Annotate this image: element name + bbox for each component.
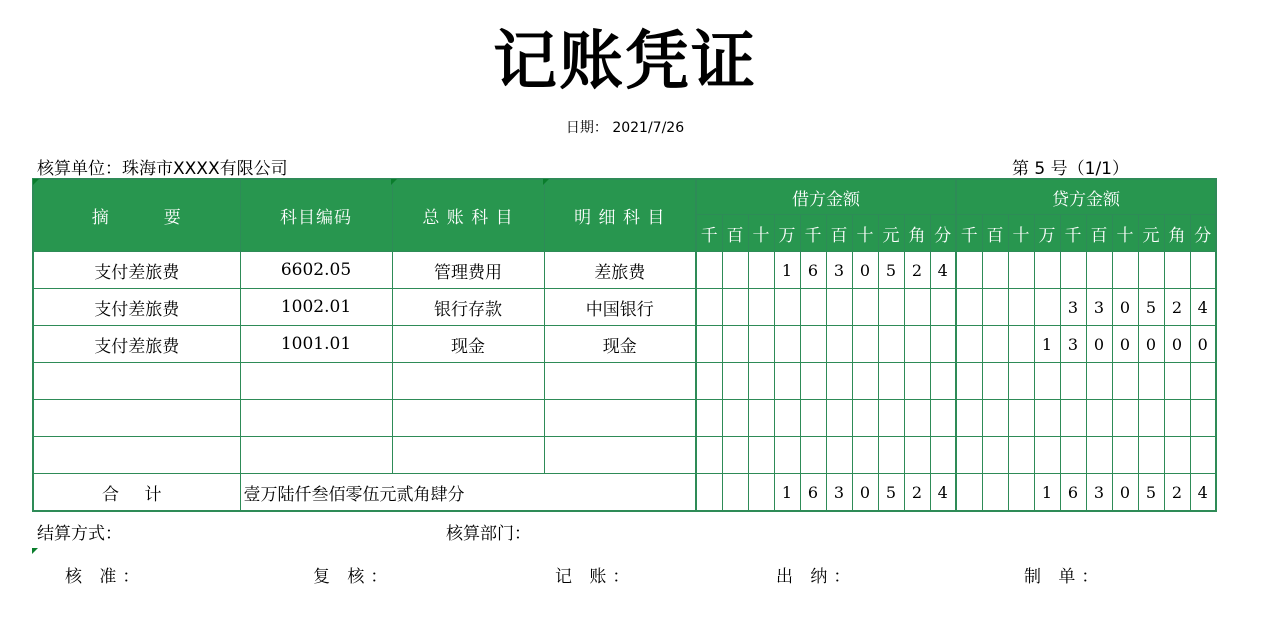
debit-digit-cell[interactable] [930,326,956,363]
debit-digit-header: 万 [774,215,800,252]
credit-digit-cell[interactable] [1190,252,1216,289]
total-credit-digit: 4 [1190,474,1216,512]
debit-digit-cell[interactable] [800,400,826,437]
credit-digit-cell[interactable] [956,326,982,363]
credit-digit-cell[interactable] [1190,363,1216,400]
debit-digit-cell[interactable] [748,289,774,326]
credit-digit-cell[interactable] [1008,400,1034,437]
credit-digit-cell[interactable] [956,363,982,400]
total-debit-digit: 1 [774,474,800,512]
debit-digit-cell[interactable] [800,363,826,400]
credit-digit-header: 分 [1190,215,1216,252]
summary-cell[interactable] [33,363,240,400]
total-credit-digit: 5 [1138,474,1164,512]
credit-digit-cell[interactable] [1034,437,1060,474]
debit-digit-cell[interactable] [852,289,878,326]
debit-digit-header: 十 [852,215,878,252]
debit-digit-header: 角 [904,215,930,252]
debit-digit-header: 十 [748,215,774,252]
voucher-title: 记账凭证 [493,25,757,99]
credit-digit-cell[interactable] [1034,400,1060,437]
general-account-cell[interactable] [392,400,544,437]
debit-digit-cell[interactable] [748,363,774,400]
credit-digit-cell[interactable] [982,437,1008,474]
total-debit-digit: 3 [826,474,852,512]
table-row [33,326,1216,363]
credit-digit-header: 百 [982,215,1008,252]
debit-digit-cell[interactable]: 1 [774,252,800,289]
credit-digit-header: 百 [1086,215,1112,252]
detail-account-cell[interactable]: 中国银行 [544,289,696,326]
debit-digit-cell[interactable] [930,400,956,437]
debit-digit-cell[interactable]: 2 [904,252,930,289]
header-credit-amount: 贷方金额 [956,179,1216,215]
debit-digit-cell[interactable] [748,400,774,437]
debit-digit-cell[interactable] [748,437,774,474]
total-row [33,474,1216,512]
credit-digit-cell[interactable]: 4 [1190,289,1216,326]
credit-digit-cell[interactable]: 3 [1060,289,1086,326]
general-account-cell[interactable]: 银行存款 [392,289,544,326]
credit-digit-cell[interactable]: 0 [1190,326,1216,363]
debit-digit-cell[interactable] [774,326,800,363]
total-debit-digit [748,474,774,512]
credit-digit-cell[interactable]: 2 [1164,289,1190,326]
voucher-table [32,178,1217,512]
cell-comment-marker [33,179,39,185]
header-row-1 [33,179,1216,215]
account-code-cell[interactable] [240,400,392,437]
credit-digit-cell[interactable] [1034,252,1060,289]
total-debit-digit: 2 [904,474,930,512]
debit-digit-cell[interactable] [852,400,878,437]
cashier-label: 出 纳： [776,567,857,587]
total-credit-digit: 3 [1086,474,1112,512]
debit-digit-cell[interactable]: 3 [826,252,852,289]
debit-digit-cell[interactable] [722,400,748,437]
credit-digit-cell[interactable] [1086,252,1112,289]
debit-digit-cell[interactable] [904,437,930,474]
credit-digit-cell[interactable] [1138,252,1164,289]
credit-digit-cell[interactable] [1008,326,1034,363]
total-debit-digit: 4 [930,474,956,512]
general-account-cell[interactable]: 现金 [392,326,544,363]
debit-digit-cell[interactable] [800,437,826,474]
table-row [33,400,1216,437]
credit-digit-cell[interactable] [982,400,1008,437]
credit-digit-cell[interactable] [956,252,982,289]
debit-digit-cell[interactable] [904,289,930,326]
debit-digit-cell[interactable] [722,437,748,474]
credit-digit-cell[interactable] [1008,437,1034,474]
debit-digit-cell[interactable] [696,437,722,474]
credit-digit-cell[interactable] [956,289,982,326]
debit-digit-header: 分 [930,215,956,252]
credit-digit-cell[interactable] [956,437,982,474]
credit-digit-cell[interactable] [1086,400,1112,437]
accounting-dept-label: 核算部门： [446,524,531,544]
debit-digit-header: 百 [722,215,748,252]
cell-comment-marker [391,179,397,185]
debit-digit-cell[interactable] [904,326,930,363]
prepared-by-label: 制 单： [1024,567,1105,587]
table-row [33,289,1216,326]
credit-digit-header: 十 [1112,215,1138,252]
debit-digit-cell[interactable]: 6 [800,252,826,289]
detail-account-cell[interactable]: 差旅费 [544,252,696,289]
summary-cell[interactable]: 支付差旅费 [33,252,240,289]
credit-digit-cell[interactable]: 0 [1112,289,1138,326]
debit-digit-cell[interactable] [722,326,748,363]
account-code-cell[interactable]: 1002.01 [240,289,392,326]
detail-account-cell[interactable] [544,400,696,437]
voucher-number: 第 5 号（1/1） [1012,159,1129,179]
credit-digit-cell[interactable] [982,326,1008,363]
general-account-cell[interactable]: 管理费用 [392,252,544,289]
summary-cell[interactable] [33,400,240,437]
credit-digit-cell[interactable]: 0 [1164,326,1190,363]
summary-cell[interactable]: 支付差旅费 [33,289,240,326]
detail-account-cell[interactable] [544,363,696,400]
debit-digit-cell[interactable] [904,363,930,400]
credit-digit-cell[interactable] [1112,252,1138,289]
debit-digit-cell[interactable] [696,289,722,326]
debit-digit-cell[interactable] [852,326,878,363]
header-code: 科目编码 [240,179,392,252]
debit-digit-cell[interactable] [696,252,722,289]
debit-digit-cell[interactable]: 5 [878,252,904,289]
credit-digit-cell[interactable]: 3 [1086,289,1112,326]
total-debit-digit: 6 [800,474,826,512]
credit-digit-cell[interactable]: 0 [1112,326,1138,363]
debit-digit-cell[interactable] [722,289,748,326]
credit-digit-header: 角 [1164,215,1190,252]
debit-digit-cell[interactable] [800,326,826,363]
debit-digit-cell[interactable] [878,363,904,400]
credit-digit-cell[interactable] [1190,437,1216,474]
debit-digit-cell[interactable] [748,326,774,363]
debit-digit-header: 百 [826,215,852,252]
debit-digit-header: 千 [800,215,826,252]
total-credit-digit: 1 [1034,474,1060,512]
debit-digit-cell[interactable] [930,437,956,474]
debit-digit-cell[interactable] [878,326,904,363]
debit-digit-cell[interactable] [852,437,878,474]
credit-digit-cell[interactable] [1060,437,1086,474]
credit-digit-cell[interactable] [982,252,1008,289]
debit-digit-cell[interactable] [826,326,852,363]
cell-comment-marker [543,179,549,185]
general-account-cell[interactable] [392,363,544,400]
credit-digit-cell[interactable]: 0 [1138,326,1164,363]
debit-digit-cell[interactable] [878,400,904,437]
account-code-cell[interactable]: 1001.01 [240,326,392,363]
approve-label: 核 准： [65,567,146,587]
credit-digit-header: 千 [956,215,982,252]
debit-digit-cell[interactable] [774,363,800,400]
credit-digit-header: 万 [1034,215,1060,252]
debit-digit-header: 元 [878,215,904,252]
credit-digit-header: 元 [1138,215,1164,252]
debit-digit-cell[interactable] [696,326,722,363]
credit-digit-header: 十 [1008,215,1034,252]
credit-digit-cell[interactable] [1138,400,1164,437]
debit-digit-cell[interactable] [774,400,800,437]
total-credit-digit [1008,474,1034,512]
debit-digit-cell[interactable] [722,252,748,289]
review-label: 复 核： [313,567,394,587]
debit-digit-cell[interactable] [774,289,800,326]
debit-digit-cell[interactable] [878,289,904,326]
credit-digit-cell[interactable] [1086,363,1112,400]
credit-digit-cell[interactable] [1112,437,1138,474]
debit-digit-header: 千 [696,215,722,252]
debit-digit-cell[interactable] [930,289,956,326]
credit-digit-cell[interactable] [956,400,982,437]
header-summary: 摘 要 [33,179,240,252]
credit-digit-cell[interactable] [1008,289,1034,326]
credit-digit-cell[interactable] [982,363,1008,400]
credit-digit-cell[interactable] [1034,363,1060,400]
debit-digit-cell[interactable] [930,363,956,400]
debit-digit-cell[interactable] [826,437,852,474]
debit-digit-cell[interactable] [878,437,904,474]
credit-digit-cell[interactable] [1060,400,1086,437]
credit-digit-cell[interactable] [982,289,1008,326]
bookkeeping-label: 记 账： [555,567,636,587]
credit-digit-cell[interactable]: 3 [1060,326,1086,363]
credit-digit-header: 千 [1060,215,1086,252]
credit-digit-cell[interactable] [1008,363,1034,400]
header-debit-amount: 借方金额 [696,179,956,215]
total-debit-digit [696,474,722,512]
debit-digit-cell[interactable] [722,363,748,400]
debit-digit-cell[interactable] [800,289,826,326]
total-credit-digit [956,474,982,512]
total-debit-digit [722,474,748,512]
header-general-account: 总 账 科 目 [392,179,544,252]
debit-digit-cell[interactable] [904,400,930,437]
credit-digit-cell[interactable] [1138,437,1164,474]
credit-digit-cell[interactable] [1008,252,1034,289]
debit-digit-cell[interactable] [826,400,852,437]
credit-digit-cell[interactable] [1060,363,1086,400]
detail-account-cell[interactable]: 现金 [544,326,696,363]
credit-digit-cell[interactable] [1164,437,1190,474]
credit-digit-cell[interactable] [1086,437,1112,474]
accounting-unit: 核算单位：珠海市XXXX有限公司 [37,159,288,179]
table-row [33,437,1216,474]
table-row [33,252,1216,289]
debit-digit-cell[interactable] [826,363,852,400]
settlement-method-label: 结算方式： [37,524,122,544]
general-account-cell[interactable] [392,437,544,474]
debit-digit-cell[interactable] [696,400,722,437]
summary-cell[interactable]: 支付差旅费 [33,326,240,363]
credit-digit-cell[interactable]: 0 [1086,326,1112,363]
debit-digit-cell[interactable]: 0 [852,252,878,289]
credit-digit-cell[interactable] [1034,289,1060,326]
credit-digit-cell[interactable] [1112,363,1138,400]
cell-comment-marker [32,548,38,554]
total-credit-digit: 0 [1112,474,1138,512]
debit-digit-cell[interactable] [826,289,852,326]
voucher-date: 日期： 2021/7/26 [565,120,685,136]
summary-cell[interactable] [33,437,240,474]
total-credit-digit: 2 [1164,474,1190,512]
credit-digit-cell[interactable]: 1 [1034,326,1060,363]
total-credit-digit [982,474,1008,512]
credit-digit-cell[interactable] [1190,400,1216,437]
detail-account-cell[interactable] [544,437,696,474]
credit-digit-cell[interactable] [1112,400,1138,437]
debit-digit-cell[interactable] [748,252,774,289]
debit-digit-cell[interactable] [774,437,800,474]
account-code-cell[interactable]: 6602.05 [240,252,392,289]
debit-digit-cell[interactable] [696,363,722,400]
total-amount-in-words: 壹万陆仟叁佰零伍元贰角肆分 [240,474,696,512]
credit-digit-cell[interactable] [1164,363,1190,400]
total-label: 合 计 [33,474,240,512]
total-debit-digit: 0 [852,474,878,512]
account-code-cell[interactable] [240,363,392,400]
total-credit-digit: 6 [1060,474,1086,512]
table-row [33,363,1216,400]
credit-digit-cell[interactable] [1060,252,1086,289]
credit-digit-cell[interactable] [1164,252,1190,289]
credit-digit-cell[interactable] [1164,400,1190,437]
credit-digit-cell[interactable]: 5 [1138,289,1164,326]
debit-digit-cell[interactable]: 4 [930,252,956,289]
account-code-cell[interactable] [240,437,392,474]
header-detail-account: 明 细 科 目 [544,179,696,252]
total-debit-digit: 5 [878,474,904,512]
debit-digit-cell[interactable] [852,363,878,400]
credit-digit-cell[interactable] [1138,363,1164,400]
